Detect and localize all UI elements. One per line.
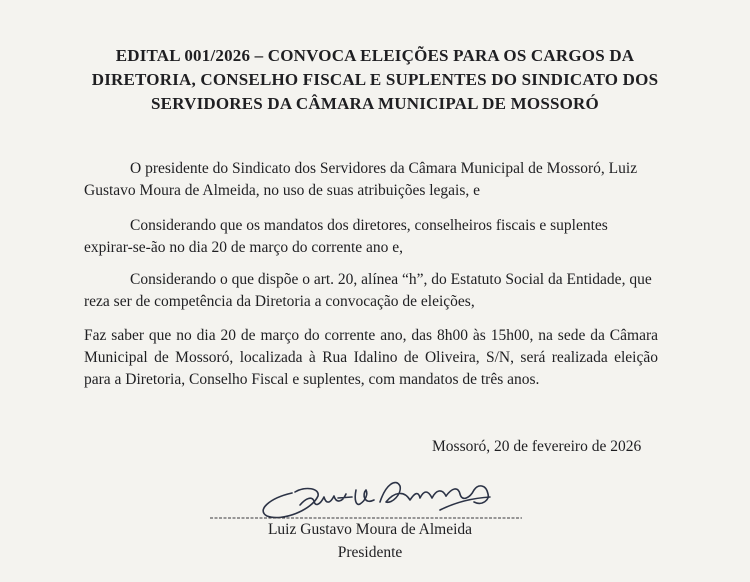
title-line: SERVIDORES DA CÂMARA MUNICIPAL DE MOSSORÓ [151,94,599,113]
signature-stroke [440,497,490,510]
signature-stroke [380,483,446,503]
title-line: EDITAL 001/2026 – CONVOCA ELEIÇÕES PARA OS CARGOS DA [115,46,635,65]
signatory-role: Presidente [337,544,403,561]
signatory-name: Luiz Gustavo Moura de Almeida [267,521,473,538]
title-line: DIRETORIA, CONSELHO FISCAL E SUPLENTES DO SINDICATO DOS [91,70,659,89]
considering-paragraph-1: Considerando que os mandatos dos diretores, conselheiros fiscais e suplentes expirar-se-ão no dia 20 de março do corrente ano e, [84,217,608,256]
signature-stroke [300,494,352,505]
signature-stroke [446,486,488,503]
document-title [80,44,670,116]
considering-paragraph-2: Considerando o que dispõe o art. 20, alínea “h”, do Estatuto Social da Entidade, que reza ser de competência da Diretoria a convocação de eleições, [84,271,652,310]
signature-stroke [355,490,374,504]
signature-stroke [263,489,318,518]
opening-paragraph: O presidente do Sindicato dos Servidores da Câmara Municipal de Mossoró, Luiz Gustavo Moura de Almeida, no uso de suas atribuições legais, e [84,160,638,199]
place-and-date: Mossoró, 20 de fevereiro de 2026 [432,438,642,455]
announcement-paragraph: Faz saber que no dia 20 de março do corrente ano, das 8h00 às 15h00, na sede da Câmara Municipal de Mossoró, localizada à Rua Idalino de Oliveira, S/N, será realizada eleição para a Diretoria, Conselho Fiscal e suplentes, com mandatos de três anos. [84,327,658,388]
